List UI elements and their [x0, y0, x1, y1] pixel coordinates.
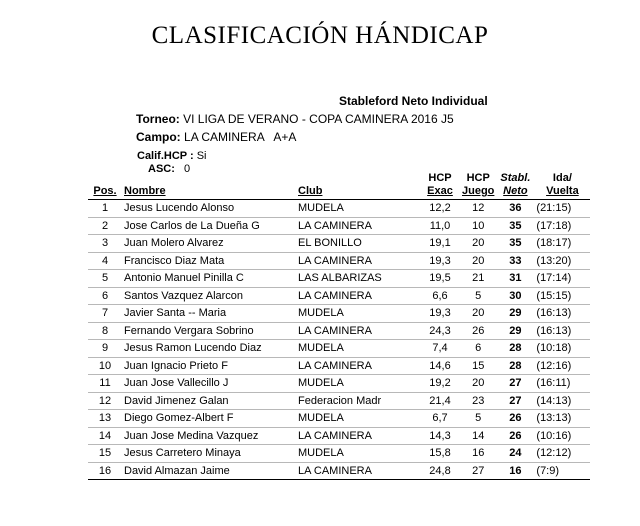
col-nombre: Nombre [122, 172, 296, 200]
cell-ida-vuelta: (18:17) [534, 235, 590, 253]
cell-hcp-exac: 11,0 [420, 217, 460, 235]
cell-hcp-juego: 27 [460, 462, 496, 480]
cell-pos: 14 [88, 427, 122, 445]
cell-club: Federacion Madr [296, 392, 420, 410]
cell-name: Jesus Ramon Lucendo Diaz [122, 340, 296, 358]
cell-ida-vuelta: (17:14) [534, 270, 590, 288]
cell-ida-vuelta: (16:13) [534, 322, 590, 340]
cell-stabl-neto: 36 [496, 200, 534, 218]
cell-name: Juan Jose Medina Vazquez [122, 427, 296, 445]
cell-stabl-neto: 29 [496, 305, 534, 323]
table-row [88, 357, 590, 375]
table-row [88, 445, 590, 463]
cell-name: Juan Molero Alvarez [122, 235, 296, 253]
cell-ida-vuelta: (12:16) [534, 357, 590, 375]
table-row [88, 252, 590, 270]
cell-hcp-exac: 24,8 [420, 462, 460, 480]
cell-stabl-neto: 35 [496, 217, 534, 235]
cell-name: Antonio Manuel Pinilla C [122, 270, 296, 288]
cell-stabl-neto: 30 [496, 287, 534, 305]
cell-club: MUDELA [296, 445, 420, 463]
cell-name: Jesus Carretero Minaya [122, 445, 296, 463]
cell-stabl-neto: 26 [496, 427, 534, 445]
cell-hcp-juego: 5 [460, 287, 496, 305]
col-ida-vuelta: Ida/ Vuelta [534, 172, 590, 200]
cell-club: LA CAMINERA [296, 217, 420, 235]
cell-stabl-neto: 31 [496, 270, 534, 288]
cell-hcp-exac: 24,3 [420, 322, 460, 340]
table-row [88, 305, 590, 323]
cell-hcp-exac: 21,4 [420, 392, 460, 410]
cell-stabl-neto: 26 [496, 410, 534, 428]
cell-hcp-juego: 5 [460, 410, 496, 428]
col-hcp-exac: HCP Exac [420, 172, 460, 200]
cell-hcp-juego: 20 [460, 375, 496, 393]
torneo-label: Torneo: [136, 112, 180, 126]
table-row [88, 200, 590, 218]
cell-ida-vuelta: (14:13) [534, 392, 590, 410]
cell-pos: 1 [88, 200, 122, 218]
cell-hcp-exac: 6,7 [420, 410, 460, 428]
cell-club: LA CAMINERA [296, 462, 420, 480]
calif-line [137, 150, 206, 162]
table-row [88, 340, 590, 358]
cell-pos: 16 [88, 462, 122, 480]
page-title: CLASIFICACIÓN HÁNDICAP [151, 22, 489, 49]
cell-club: LA CAMINERA [296, 322, 420, 340]
cell-name: Santos Vazquez Alarcon [122, 287, 296, 305]
cell-hcp-juego: 20 [460, 235, 496, 253]
cell-pos: 8 [88, 322, 122, 340]
calif-value: Si [196, 150, 207, 162]
cell-hcp-juego: 16 [460, 445, 496, 463]
table-header-row [88, 172, 590, 200]
col-stabl-neto: Stabl. Neto [496, 172, 534, 200]
cell-stabl-neto: 28 [496, 340, 534, 358]
cell-ida-vuelta: (12:12) [534, 445, 590, 463]
cell-ida-vuelta: (15:15) [534, 287, 590, 305]
cell-hcp-exac: 6,6 [420, 287, 460, 305]
cell-hcp-juego: 20 [460, 252, 496, 270]
cell-stabl-neto: 28 [496, 357, 534, 375]
cell-club: MUDELA [296, 410, 420, 428]
cell-hcp-juego: 23 [460, 392, 496, 410]
cell-name: Francisco Diaz Mata [122, 252, 296, 270]
table-row [88, 392, 590, 410]
ranking-table [88, 172, 590, 480]
cell-pos: 7 [88, 305, 122, 323]
cell-hcp-exac: 15,8 [420, 445, 460, 463]
campo-label: Campo: [136, 130, 181, 144]
cell-name: Juan Jose Vallecillo J [122, 375, 296, 393]
cell-ida-vuelta: (10:16) [534, 427, 590, 445]
col-club: Club [296, 172, 420, 200]
campo-line [136, 130, 296, 144]
cell-club: LAS ALBARIZAS [296, 270, 420, 288]
cell-pos: 9 [88, 340, 122, 358]
cell-ida-vuelta: (13:13) [534, 410, 590, 428]
cell-hcp-exac: 19,1 [420, 235, 460, 253]
cell-club: LA CAMINERA [296, 427, 420, 445]
cell-pos: 10 [88, 357, 122, 375]
table-row [88, 270, 590, 288]
cell-stabl-neto: 35 [496, 235, 534, 253]
cell-hcp-juego: 12 [460, 200, 496, 218]
cell-name: Javier Santa -- Maria [122, 305, 296, 323]
cell-pos: 4 [88, 252, 122, 270]
cell-hcp-exac: 19,2 [420, 375, 460, 393]
cell-ida-vuelta: (21:15) [534, 200, 590, 218]
cell-pos: 15 [88, 445, 122, 463]
cell-club: EL BONILLO [296, 235, 420, 253]
table-row [88, 322, 590, 340]
cell-name: David Almazan Jaime [122, 462, 296, 480]
table-row [88, 427, 590, 445]
cell-pos: 5 [88, 270, 122, 288]
torneo-line [136, 112, 454, 126]
cell-stabl-neto: 33 [496, 252, 534, 270]
cell-hcp-juego: 10 [460, 217, 496, 235]
asc-value: 0 [183, 163, 191, 175]
cell-pos: 12 [88, 392, 122, 410]
cell-pos: 6 [88, 287, 122, 305]
cell-hcp-exac: 12,2 [420, 200, 460, 218]
cell-name: Jesus Lucendo Alonso [122, 200, 296, 218]
cell-club: LA CAMINERA [296, 252, 420, 270]
table-row [88, 462, 590, 480]
cell-name: Juan Ignacio Prieto F [122, 357, 296, 375]
cell-ida-vuelta: (17:18) [534, 217, 590, 235]
cell-ida-vuelta: (13:20) [534, 252, 590, 270]
cell-hcp-juego: 20 [460, 305, 496, 323]
cell-club: LA CAMINERA [296, 287, 420, 305]
cell-name: Jose Carlos de La Dueña G [122, 217, 296, 235]
cell-hcp-exac: 7,4 [420, 340, 460, 358]
cell-hcp-exac: 19,5 [420, 270, 460, 288]
cell-ida-vuelta: (16:11) [534, 375, 590, 393]
cell-club: MUDELA [296, 375, 420, 393]
table-row [88, 235, 590, 253]
cell-stabl-neto: 16 [496, 462, 534, 480]
cell-stabl-neto: 24 [496, 445, 534, 463]
cell-pos: 2 [88, 217, 122, 235]
cell-hcp-juego: 21 [460, 270, 496, 288]
calif-label: Calif.HCP : [137, 150, 194, 162]
campo-value: LA CAMINERA A+A [184, 130, 297, 144]
table-row [88, 375, 590, 393]
cell-hcp-juego: 15 [460, 357, 496, 375]
cell-pos: 3 [88, 235, 122, 253]
cell-name: Fernando Vergara Sobrino [122, 322, 296, 340]
cell-hcp-juego: 14 [460, 427, 496, 445]
cell-name: Diego Gomez-Albert F [122, 410, 296, 428]
cell-club: MUDELA [296, 305, 420, 323]
cell-hcp-exac: 19,3 [420, 252, 460, 270]
asc-label: ASC: [148, 163, 175, 175]
col-hcp-juego: HCP Juego [460, 172, 496, 200]
col-pos: Pos. [88, 172, 122, 200]
table-row [88, 410, 590, 428]
cell-stabl-neto: 27 [496, 375, 534, 393]
cell-stabl-neto: 27 [496, 392, 534, 410]
cell-club: MUDELA [296, 340, 420, 358]
cell-stabl-neto: 29 [496, 322, 534, 340]
cell-club: MUDELA [296, 200, 420, 218]
cell-hcp-juego: 26 [460, 322, 496, 340]
cell-club: LA CAMINERA [296, 357, 420, 375]
competition-format: Stableford Neto Individual [339, 94, 488, 108]
cell-name: David Jimenez Galan [122, 392, 296, 410]
torneo-value: VI LIGA DE VERANO - COPA CAMINERA 2016 J5 [183, 112, 454, 126]
cell-hcp-exac: 14,3 [420, 427, 460, 445]
cell-hcp-juego: 6 [460, 340, 496, 358]
table-row [88, 217, 590, 235]
cell-pos: 13 [88, 410, 122, 428]
cell-ida-vuelta: (16:13) [534, 305, 590, 323]
cell-ida-vuelta: (7:9) [534, 462, 590, 480]
cell-ida-vuelta: (10:18) [534, 340, 590, 358]
cell-hcp-exac: 19,3 [420, 305, 460, 323]
cell-hcp-exac: 14,6 [420, 357, 460, 375]
table-row [88, 287, 590, 305]
cell-pos: 11 [88, 375, 122, 393]
